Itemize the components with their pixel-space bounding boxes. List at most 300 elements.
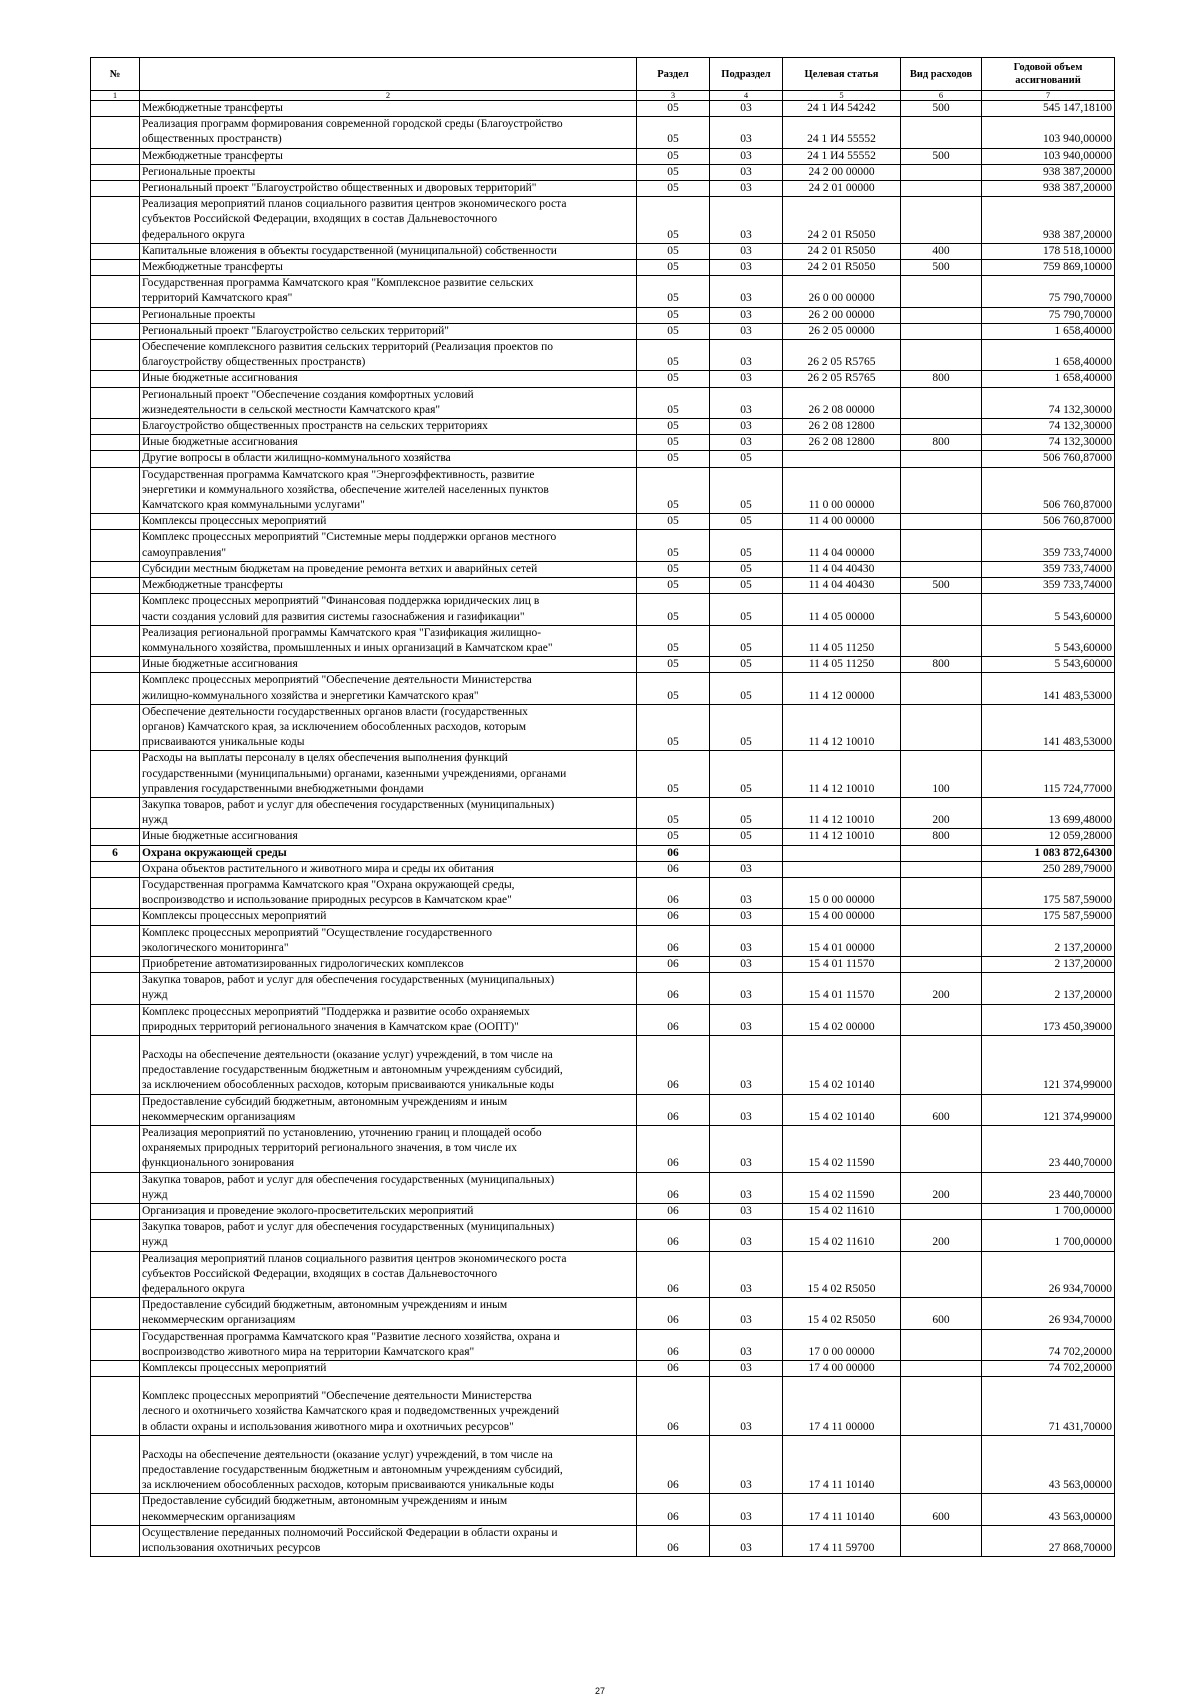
table-body	[91, 101, 1115, 1557]
row-name: Реализация мероприятий планов социального развития центров экономического роста субъектов Российской Федерации, входящих в состав Дальневосточного федерального округа	[140, 197, 637, 244]
row-number	[91, 1377, 140, 1436]
row-subsection: 03	[710, 340, 783, 371]
row-section: 06	[637, 845, 710, 861]
row-number	[91, 1094, 140, 1125]
row-name: Комплексы процессных мероприятий	[140, 514, 637, 530]
row-number	[91, 148, 140, 164]
row-amount: 2 137,20000	[982, 956, 1115, 972]
row-number	[91, 1251, 140, 1298]
row-subsection: 03	[710, 861, 783, 877]
row-amount: 103 940,00000	[982, 148, 1115, 164]
row-name: Предоставление субсидий бюджетным, автономным учреждениям и иным некоммерческим организациям	[140, 1094, 637, 1125]
table-row	[91, 956, 1115, 972]
row-name: Предоставление субсидий бюджетным, автономным учреждениям и иным некоммерческим организациям	[140, 1298, 637, 1329]
table-row	[91, 530, 1115, 561]
row-name: Межбюджетные трансферты	[140, 101, 637, 117]
row-subsection: 03	[710, 1204, 783, 1220]
row-expense-type: 200	[901, 973, 982, 1004]
row-name: Комплекс процессных мероприятий "Поддержка и развитие особо охраняемых природных территорий регионального значения в Камчатском крае (ООПТ)"	[140, 1004, 637, 1035]
row-expense-type: 100	[901, 751, 982, 798]
row-target: 26 0 00 00000	[783, 276, 901, 307]
row-section: 06	[637, 1220, 710, 1251]
table-row	[91, 1361, 1115, 1377]
row-expense-type	[901, 323, 982, 339]
row-amount: 26 934,70000	[982, 1251, 1115, 1298]
row-number	[91, 371, 140, 387]
row-amount: 506 760,87000	[982, 514, 1115, 530]
row-number	[91, 197, 140, 244]
row-section: 06	[637, 1435, 710, 1494]
row-expense-type	[901, 561, 982, 577]
row-target: 26 2 05 R5765	[783, 371, 901, 387]
row-number	[91, 657, 140, 673]
row-target: 15 4 01 11570	[783, 973, 901, 1004]
row-amount: 938 387,20000	[982, 181, 1115, 197]
row-target	[783, 861, 901, 877]
row-target: 15 4 02 11590	[783, 1126, 901, 1173]
row-number	[91, 625, 140, 656]
row-amount: 1 700,00000	[982, 1204, 1115, 1220]
row-name: Реализация мероприятий по установлению, уточнению границ и площадей особо охраняемых природных территорий регионального значения, в том числе их функционального зонирования	[140, 1126, 637, 1173]
table-row	[91, 578, 1115, 594]
row-target: 24 1 И4 55552	[783, 117, 901, 148]
row-target: 26 2 08 00000	[783, 387, 901, 418]
row-number	[91, 117, 140, 148]
row-amount: 103 940,00000	[982, 117, 1115, 148]
row-target: 11 0 00 00000	[783, 467, 901, 514]
table-row	[91, 181, 1115, 197]
row-subsection: 03	[710, 371, 783, 387]
table-row	[91, 148, 1115, 164]
row-expense-type	[901, 451, 982, 467]
row-name: Комплекс процессных мероприятий "Системные меры поддержки органов местного самоуправления"	[140, 530, 637, 561]
row-number	[91, 1525, 140, 1556]
row-target: 26 2 00 00000	[783, 307, 901, 323]
row-expense-type	[901, 514, 982, 530]
table-row	[91, 861, 1115, 877]
row-subsection: 03	[710, 260, 783, 276]
row-name: Государственная программа Камчатского края "Развитие лесного хозяйства, охрана и воспроизводство животного мира на территории Камчатского края"	[140, 1329, 637, 1360]
row-amount: 938 387,20000	[982, 164, 1115, 180]
row-section: 06	[637, 1361, 710, 1377]
row-target: 11 4 12 10010	[783, 797, 901, 828]
table-row	[91, 704, 1115, 751]
row-number	[91, 1220, 140, 1251]
row-name: Комплекс процессных мероприятий "Финансовая поддержка юридических лиц в части создания условий для развития системы газоснабжения и газификации"	[140, 594, 637, 625]
header-subsection: Подраздел	[710, 58, 783, 91]
row-target: 15 4 02 11590	[783, 1172, 901, 1203]
table-row	[91, 451, 1115, 467]
table-row	[91, 514, 1115, 530]
table-row	[91, 101, 1115, 117]
row-name: Комплексы процессных мероприятий	[140, 1361, 637, 1377]
row-number	[91, 419, 140, 435]
row-amount: 506 760,87000	[982, 451, 1115, 467]
row-number: 6	[91, 845, 140, 861]
row-number	[91, 514, 140, 530]
table-row	[91, 323, 1115, 339]
row-name: Комплекс процессных мероприятий "Обеспечение деятельности Министерства жилищно-коммунального хозяйства и энергетики Камчатского края"	[140, 673, 637, 704]
row-amount: 74 132,30000	[982, 419, 1115, 435]
row-number	[91, 164, 140, 180]
row-number	[91, 561, 140, 577]
table-row	[91, 307, 1115, 323]
row-name: Обеспечение комплексного развития сельских территорий (Реализация проектов по благоустройству общественных пространств)	[140, 340, 637, 371]
column-number: 7	[982, 91, 1115, 101]
row-expense-type	[901, 307, 982, 323]
table-row	[91, 1204, 1115, 1220]
budget-sheet	[90, 57, 1114, 1557]
row-target: 17 4 11 10140	[783, 1494, 901, 1525]
row-name: Расходы на выплаты персоналу в целях обеспечения выполнения функций государственными (муниципальными) органами, казенными учреждениями, органами управления государственными внебюджетными фондами	[140, 751, 637, 798]
row-target: 15 4 01 11570	[783, 956, 901, 972]
row-amount: 175 587,59000	[982, 909, 1115, 925]
header-name	[140, 58, 637, 91]
row-name: Государственная программа Камчатского края "Комплексное развитие сельских территорий Камчатского края"	[140, 276, 637, 307]
row-amount: 2 137,20000	[982, 973, 1115, 1004]
table-row	[91, 419, 1115, 435]
table-row	[91, 387, 1115, 418]
row-amount: 121 374,99000	[982, 1094, 1115, 1125]
row-expense-type: 600	[901, 1094, 982, 1125]
table-row	[91, 1329, 1115, 1360]
row-expense-type	[901, 117, 982, 148]
row-subsection: 03	[710, 1004, 783, 1035]
row-target: 11 4 05 00000	[783, 594, 901, 625]
row-section: 05	[637, 276, 710, 307]
row-subsection: 03	[710, 1094, 783, 1125]
table-row	[91, 1172, 1115, 1203]
table-row	[91, 243, 1115, 259]
row-subsection: 05	[710, 673, 783, 704]
row-section: 06	[637, 1377, 710, 1436]
row-number	[91, 1035, 140, 1094]
row-number	[91, 1126, 140, 1173]
row-expense-type	[901, 1377, 982, 1436]
row-amount: 75 790,70000	[982, 307, 1115, 323]
column-number: 5	[783, 91, 901, 101]
row-target: 17 4 11 10140	[783, 1435, 901, 1494]
row-subsection: 03	[710, 164, 783, 180]
row-number	[91, 101, 140, 117]
row-number	[91, 1172, 140, 1203]
row-name: Предоставление субсидий бюджетным, автономным учреждениям и иным некоммерческим организациям	[140, 1494, 637, 1525]
row-section: 06	[637, 1525, 710, 1556]
row-amount: 13 699,48000	[982, 797, 1115, 828]
row-number	[91, 323, 140, 339]
row-name: Обеспечение деятельности государственных органов власти (государственных органов) Камчатского края, за исключением обособленных расходов, которым присваиваются уникальные коды	[140, 704, 637, 751]
row-target: 15 4 01 00000	[783, 925, 901, 956]
row-name: Иные бюджетные ассигнования	[140, 371, 637, 387]
row-expense-type: 800	[901, 435, 982, 451]
table-row	[91, 877, 1115, 908]
table-row	[91, 594, 1115, 625]
row-target: 24 2 01 R5050	[783, 197, 901, 244]
row-subsection: 05	[710, 514, 783, 530]
row-number	[91, 243, 140, 259]
row-subsection: 03	[710, 1126, 783, 1173]
row-section: 05	[637, 797, 710, 828]
row-expense-type	[901, 861, 982, 877]
row-number	[91, 435, 140, 451]
table-row	[91, 1494, 1115, 1525]
table-row	[91, 1435, 1115, 1494]
row-section: 06	[637, 909, 710, 925]
row-section: 06	[637, 956, 710, 972]
row-subsection: 05	[710, 797, 783, 828]
row-name: Организация и проведение эколого-просветительских мероприятий	[140, 1204, 637, 1220]
row-amount: 359 733,74000	[982, 530, 1115, 561]
row-subsection: 05	[710, 467, 783, 514]
row-target	[783, 845, 901, 861]
row-subsection: 03	[710, 1220, 783, 1251]
row-amount: 1 658,40000	[982, 371, 1115, 387]
row-target: 15 4 02 10140	[783, 1094, 901, 1125]
row-subsection: 05	[710, 561, 783, 577]
row-amount: 115 724,77000	[982, 751, 1115, 798]
row-section: 05	[637, 197, 710, 244]
row-subsection: 03	[710, 1035, 783, 1094]
row-target: 26 2 05 R5765	[783, 340, 901, 371]
row-name: Региональный проект "Обеспечение создания комфортных условий жизнедеятельности в сельской местности Камчатского края"	[140, 387, 637, 418]
row-expense-type	[901, 276, 982, 307]
row-number	[91, 1435, 140, 1494]
row-expense-type	[901, 1004, 982, 1035]
row-section: 05	[637, 467, 710, 514]
row-number	[91, 451, 140, 467]
row-expense-type	[901, 1035, 982, 1094]
row-name: Капитальные вложения в объекты государственной (муниципальной) собственности	[140, 243, 637, 259]
row-subsection: 03	[710, 1377, 783, 1436]
row-section: 05	[637, 243, 710, 259]
row-section: 05	[637, 625, 710, 656]
row-expense-type	[901, 845, 982, 861]
row-subsection: 03	[710, 1361, 783, 1377]
row-number	[91, 260, 140, 276]
row-expense-type	[901, 1435, 982, 1494]
table-row	[91, 340, 1115, 371]
row-number	[91, 530, 140, 561]
row-section: 05	[637, 371, 710, 387]
row-name: Реализация региональной программы Камчатского края "Газификация жилищно- коммунального хозяйства, промышленных и иных организаций в Камчатском крае"	[140, 625, 637, 656]
row-section: 05	[637, 148, 710, 164]
column-number: 4	[710, 91, 783, 101]
row-amount: 74 132,30000	[982, 435, 1115, 451]
row-section: 05	[637, 451, 710, 467]
row-name: Охрана объектов растительного и животного мира и среды их обитания	[140, 861, 637, 877]
table-row	[91, 909, 1115, 925]
row-section: 05	[637, 578, 710, 594]
row-amount: 5 543,60000	[982, 625, 1115, 656]
row-amount: 359 733,74000	[982, 578, 1115, 594]
row-number	[91, 1329, 140, 1360]
row-subsection: 03	[710, 101, 783, 117]
table-row	[91, 371, 1115, 387]
column-number: 6	[901, 91, 982, 101]
row-amount: 938 387,20000	[982, 197, 1115, 244]
row-subsection: 03	[710, 925, 783, 956]
table-row	[91, 1220, 1115, 1251]
table-row	[91, 197, 1115, 244]
row-subsection: 03	[710, 181, 783, 197]
row-expense-type	[901, 673, 982, 704]
table-row	[91, 117, 1115, 148]
row-section: 05	[637, 704, 710, 751]
row-target: 15 4 02 00000	[783, 1004, 901, 1035]
row-target: 15 4 02 11610	[783, 1220, 901, 1251]
column-number-row	[91, 91, 1115, 101]
row-name: Реализация программ формирования современной городской среды (Благоустройство общественных пространств)	[140, 117, 637, 148]
header-expense-type: Вид расходов	[901, 58, 982, 91]
row-name: Межбюджетные трансферты	[140, 578, 637, 594]
column-number: 2	[140, 91, 637, 101]
row-number	[91, 829, 140, 845]
column-number: 3	[637, 91, 710, 101]
row-expense-type: 500	[901, 101, 982, 117]
table-row	[91, 260, 1115, 276]
row-expense-type	[901, 340, 982, 371]
row-expense-type	[901, 419, 982, 435]
row-amount: 173 450,39000	[982, 1004, 1115, 1035]
row-name: Благоустройство общественных пространств на сельских территориях	[140, 419, 637, 435]
row-amount: 759 869,10000	[982, 260, 1115, 276]
row-expense-type: 500	[901, 578, 982, 594]
row-section: 05	[637, 829, 710, 845]
row-amount: 1 700,00000	[982, 1220, 1115, 1251]
row-target: 17 4 00 00000	[783, 1361, 901, 1377]
table-row	[91, 845, 1115, 861]
row-name: Государственная программа Камчатского края "Энергоэффективность, развитие энергетики и коммунального хозяйства, обеспечение жителей населенных пунктов Камчатского края коммунальными услугами"	[140, 467, 637, 514]
row-expense-type	[901, 1525, 982, 1556]
row-subsection: 03	[710, 435, 783, 451]
row-section: 06	[637, 1204, 710, 1220]
row-expense-type: 200	[901, 1220, 982, 1251]
row-section: 05	[637, 419, 710, 435]
row-section: 06	[637, 1251, 710, 1298]
row-name: Межбюджетные трансферты	[140, 260, 637, 276]
table-row	[91, 973, 1115, 1004]
row-target: 11 4 04 00000	[783, 530, 901, 561]
row-target: 26 2 08 12800	[783, 419, 901, 435]
header-section: Раздел	[637, 58, 710, 91]
row-subsection: 03	[710, 276, 783, 307]
row-target: 11 4 12 10010	[783, 704, 901, 751]
row-subsection: 03	[710, 1494, 783, 1525]
row-name: Региональные проекты	[140, 307, 637, 323]
row-section: 06	[637, 925, 710, 956]
row-section: 05	[637, 260, 710, 276]
row-amount: 1 658,40000	[982, 323, 1115, 339]
row-subsection: 03	[710, 243, 783, 259]
row-section: 06	[637, 1329, 710, 1360]
row-expense-type	[901, 594, 982, 625]
row-subsection: 03	[710, 973, 783, 1004]
row-name: Приобретение автоматизированных гидрологических комплексов	[140, 956, 637, 972]
row-target: 11 4 12 10010	[783, 829, 901, 845]
row-target: 15 4 00 00000	[783, 909, 901, 925]
row-number	[91, 467, 140, 514]
row-subsection: 03	[710, 909, 783, 925]
row-amount: 71 431,70000	[982, 1377, 1115, 1436]
row-target: 15 4 02 R5050	[783, 1298, 901, 1329]
row-number	[91, 797, 140, 828]
row-name: Региональный проект "Благоустройство общественных и дворовых территорий"	[140, 181, 637, 197]
row-amount: 121 374,99000	[982, 1035, 1115, 1094]
row-expense-type	[901, 1329, 982, 1360]
row-section: 06	[637, 1172, 710, 1203]
row-amount: 506 760,87000	[982, 467, 1115, 514]
row-number	[91, 1494, 140, 1525]
header-amount: Годовой объем ассигнований	[982, 58, 1115, 91]
row-subsection: 03	[710, 956, 783, 972]
row-name: Субсидии местным бюджетам на проведение ремонта ветхих и аварийных сетей	[140, 561, 637, 577]
row-expense-type	[901, 909, 982, 925]
row-amount: 178 518,10000	[982, 243, 1115, 259]
row-expense-type	[901, 1251, 982, 1298]
table-row	[91, 561, 1115, 577]
row-expense-type: 200	[901, 797, 982, 828]
row-target: 11 4 00 00000	[783, 514, 901, 530]
row-section: 06	[637, 973, 710, 1004]
row-section: 05	[637, 101, 710, 117]
row-name: Закупка товаров, работ и услуг для обеспечения государственных (муниципальных) нужд	[140, 1172, 637, 1203]
table-row	[91, 673, 1115, 704]
row-number	[91, 1298, 140, 1329]
row-target: 15 4 02 11610	[783, 1204, 901, 1220]
row-number	[91, 673, 140, 704]
row-amount: 175 587,59000	[982, 877, 1115, 908]
table-row	[91, 1251, 1115, 1298]
table-row	[91, 1004, 1115, 1035]
row-number	[91, 594, 140, 625]
row-expense-type: 500	[901, 260, 982, 276]
row-expense-type: 800	[901, 657, 982, 673]
row-target: 26 2 05 00000	[783, 323, 901, 339]
row-subsection: 03	[710, 877, 783, 908]
row-name: Иные бюджетные ассигнования	[140, 829, 637, 845]
row-subsection: 05	[710, 704, 783, 751]
row-number	[91, 973, 140, 1004]
row-subsection: 05	[710, 578, 783, 594]
row-subsection: 03	[710, 323, 783, 339]
row-subsection: 03	[710, 148, 783, 164]
table-row	[91, 435, 1115, 451]
row-name: Расходы на обеспечение деятельности (оказание услуг) учреждений, в том числе на предоставление государственным бюджетным и автономным учреждениям субсидий, за исключением обособленных расходов, которым присваиваются уникальные коды	[140, 1035, 637, 1094]
row-subsection: 05	[710, 625, 783, 656]
row-subsection	[710, 845, 783, 861]
row-expense-type	[901, 925, 982, 956]
row-target: 24 1 И4 54242	[783, 101, 901, 117]
row-target: 11 4 12 10010	[783, 751, 901, 798]
table-row	[91, 829, 1115, 845]
row-amount: 74 702,20000	[982, 1361, 1115, 1377]
row-expense-type	[901, 1204, 982, 1220]
row-section: 06	[637, 877, 710, 908]
table-row	[91, 164, 1115, 180]
table-row	[91, 1094, 1115, 1125]
row-amount: 74 132,30000	[982, 387, 1115, 418]
row-number	[91, 877, 140, 908]
table-row	[91, 1298, 1115, 1329]
table-row	[91, 276, 1115, 307]
row-subsection: 03	[710, 1525, 783, 1556]
row-number	[91, 578, 140, 594]
row-section: 06	[637, 1035, 710, 1094]
row-section: 05	[637, 530, 710, 561]
row-name: Комплекс процессных мероприятий "Осуществление государственного экологического мониторинга"	[140, 925, 637, 956]
row-target: 24 2 01 R5050	[783, 243, 901, 259]
row-amount: 545 147,18100	[982, 101, 1115, 117]
